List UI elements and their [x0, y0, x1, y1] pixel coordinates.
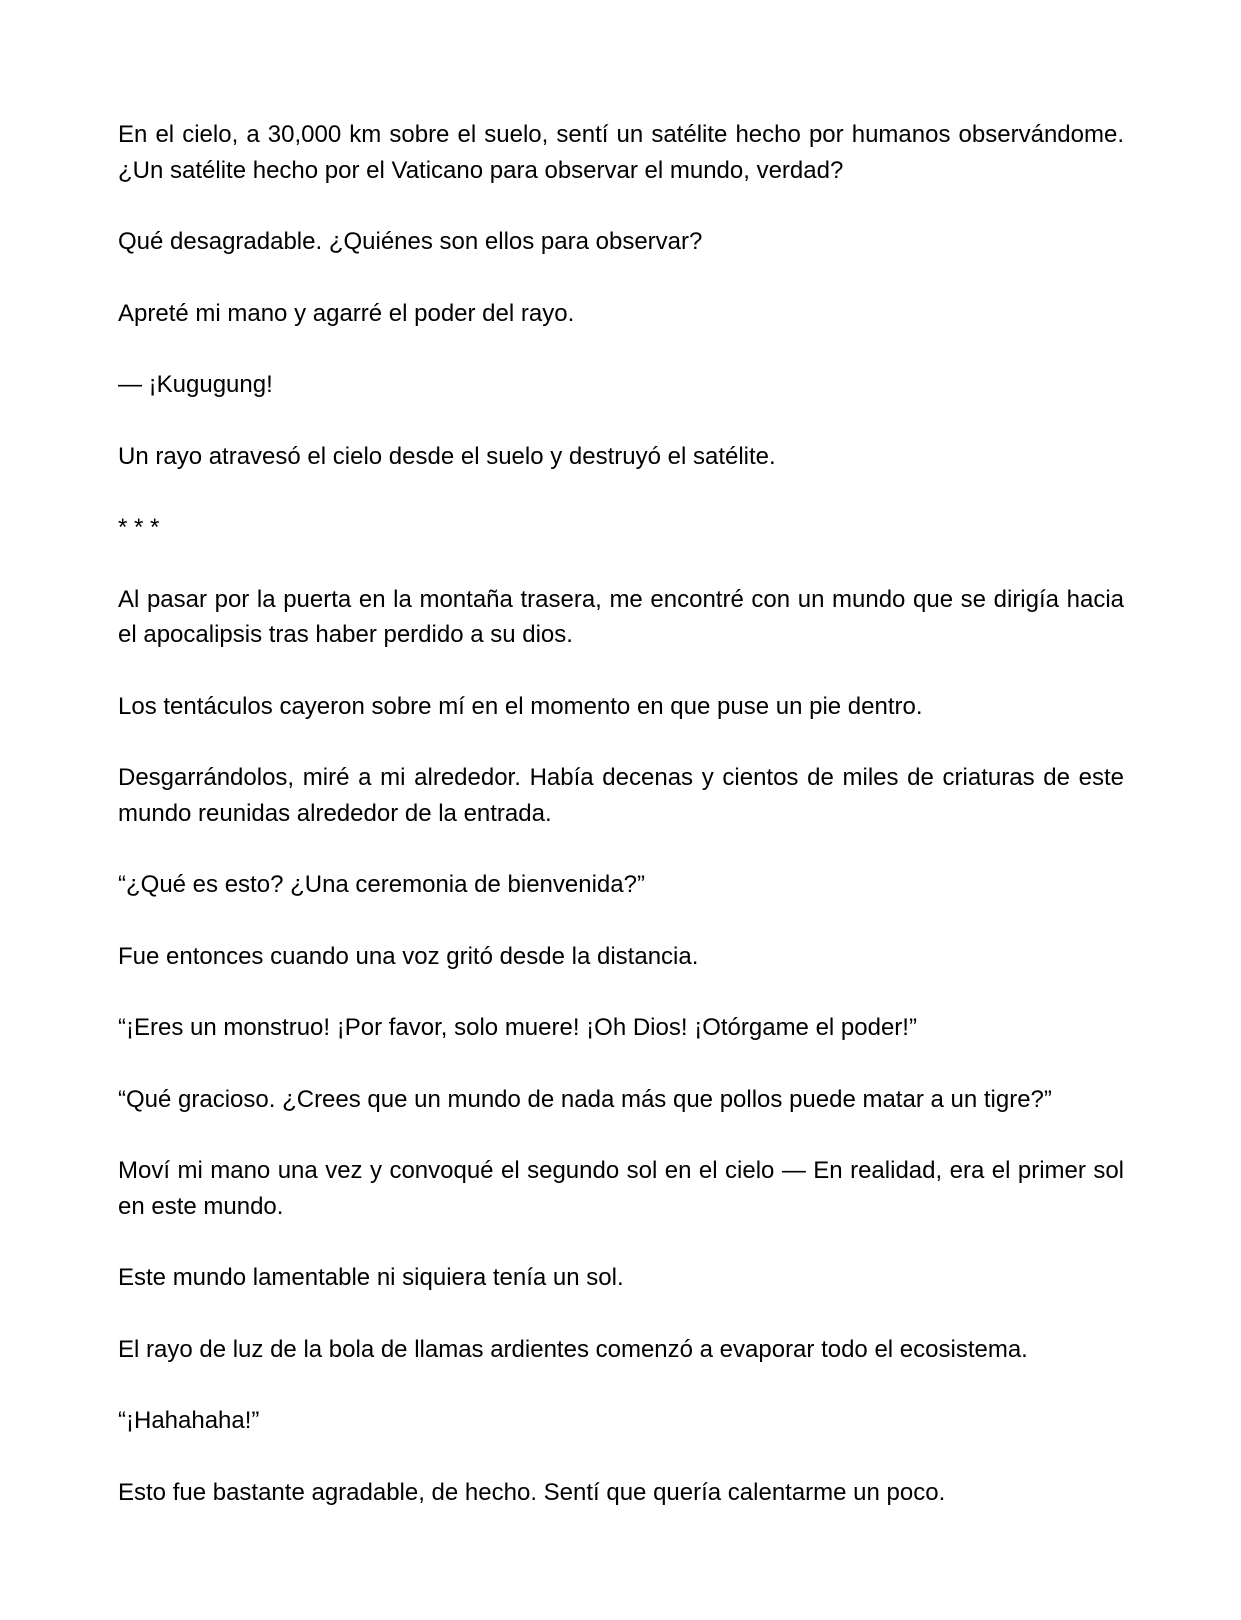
- paragraph-1: En el cielo, a 30,000 km sobre el suelo, sentí un satélite hecho por humanos observándome. ¿Un satélite hecho por el Vaticano para observar el mundo, verdad?: [118, 121, 1124, 184]
- paragraph-15: Este mundo lamentable ni siquiera tenía un sol.: [118, 1264, 624, 1291]
- paragraph-8: Los tentáculos cayeron sobre mí en el momento en que puse un pie dentro.: [118, 692, 923, 720]
- paragraph-16: El rayo de luz de la bola de llamas ardientes comenzó a evaporar todo el ecosistema.: [118, 1335, 1028, 1363]
- scene-break: * * *: [118, 514, 160, 541]
- paragraph-12: “¡Eres un monstruo! ¡Por favor, solo muere! ¡Oh Dios! ¡Otórgame el poder!”: [118, 1014, 917, 1041]
- paragraph-7: Al pasar por la puerta en la montaña trasera, me encontré con un mundo que se dirigía hacia el apocalipsis tras haber perdido a su dios.: [118, 585, 1124, 648]
- paragraph-2: Qué desagradable. ¿Quiénes son ellos para observar?: [118, 228, 703, 255]
- paragraph-5: Un rayo atravesó el cielo desde el suelo y destruyó el satélite.: [118, 442, 776, 470]
- paragraph-3: Apreté mi mano y agarré el poder del rayo.: [118, 299, 575, 327]
- paragraph-9: Desgarrándolos, miré a mi alrededor. Había decenas y cientos de miles de criaturas de este mundo reunidas alrededor de la entrada.: [118, 764, 1124, 827]
- paragraph-18: Esto fue bastante agradable, de hecho. Sentí que quería calentarme un poco.: [118, 1478, 946, 1506]
- paragraph-13: “Qué gracioso. ¿Crees que un mundo de nada más que pollos puede matar a un tigre?”: [118, 1085, 1052, 1113]
- paragraph-11: Fue entonces cuando una voz gritó desde la distancia.: [118, 942, 699, 970]
- paragraph-14: Moví mi mano una vez y convoqué el segundo sol en el cielo — En realidad, era el primer sol en este mundo.: [118, 1157, 1124, 1220]
- paragraph-17: “¡Hahahaha!”: [118, 1407, 260, 1434]
- paragraph-10: “¿Qué es esto? ¿Una ceremonia de bienvenida?”: [118, 871, 645, 898]
- paragraph-4: — ¡Kugugung!: [118, 371, 273, 398]
- document-page: [118, 117, 1124, 1546]
